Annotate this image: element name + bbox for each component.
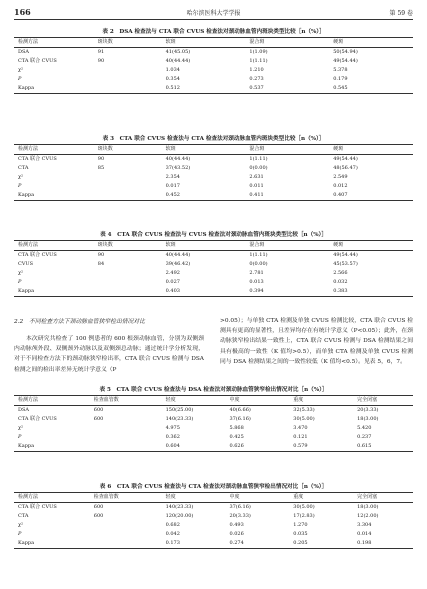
table-row — [14, 66, 413, 75]
table-cell: Kappa — [14, 539, 90, 549]
table-cell: CTA — [18, 165, 29, 171]
table6 — [14, 492, 413, 549]
table-cell: 0.394 — [245, 287, 329, 297]
section-heading: 2.2 不同检查方法下颈动脉血管狭窄检出情况对比 — [14, 319, 145, 325]
table-cell: P — [18, 434, 22, 440]
table-cell: 检测方法 — [14, 396, 90, 406]
table-row — [14, 155, 413, 165]
table-cell — [94, 173, 162, 182]
table-cell: 600 — [93, 416, 104, 422]
table-cell: 600 — [93, 513, 104, 519]
table-cell: 18(3.00) — [357, 416, 379, 422]
table-cell: 重度 — [289, 396, 353, 406]
table-cell: 1(1.09) — [249, 49, 268, 55]
table-header-row — [14, 241, 413, 251]
table3 — [14, 144, 413, 201]
table-cell — [90, 424, 162, 433]
table-cell: 37(43.52) — [165, 165, 191, 171]
table-cell: 0.173 — [162, 539, 226, 549]
table-cell: 0.362 — [165, 434, 180, 440]
table-cell: 120(20.00) — [165, 513, 194, 519]
table-cell — [90, 521, 162, 530]
table-cell: 0.032 — [333, 279, 348, 285]
table-row — [14, 251, 413, 261]
table-cell: 2.492 — [165, 270, 180, 276]
table-cell: CTA 联合 CVUS — [18, 156, 57, 162]
table-cell: 5.420 — [357, 425, 372, 431]
table-row — [14, 521, 413, 530]
table-cell: 5.868 — [229, 425, 244, 431]
table-cell: 检查血管数 — [90, 396, 162, 406]
table-cell: 0.615 — [353, 442, 413, 452]
table-cell: 40(44.44) — [165, 156, 191, 162]
table-cell: CTA 联合 CVUS — [18, 504, 57, 510]
table-cell — [90, 530, 162, 539]
table-cell: 检测方法 — [14, 145, 94, 155]
table-row — [14, 164, 413, 173]
table-cell: 1.034 — [165, 67, 180, 73]
table-row — [14, 269, 413, 278]
table-cell: 斑块数 — [94, 241, 162, 251]
table-row — [14, 48, 413, 58]
table-cell: 0(0.00) — [249, 261, 268, 267]
table-cell: χ² — [18, 425, 24, 431]
table-row — [14, 503, 413, 513]
table-cell: 90 — [97, 156, 105, 162]
table-cell: 4.975 — [165, 425, 180, 431]
table-cell: 0.237 — [357, 434, 372, 440]
table-cell: 50(54.94) — [333, 49, 358, 55]
table-cell: 12(2.00) — [357, 513, 379, 519]
table-cell — [94, 269, 162, 278]
table-cell: 90 — [97, 58, 105, 64]
table-cell: 45(53.57) — [333, 261, 358, 267]
table-cell: 0.026 — [229, 531, 244, 537]
table-cell: CTA — [18, 513, 29, 519]
table-cell: χ² — [18, 522, 24, 528]
table-cell: 3.470 — [293, 425, 308, 431]
table-cell: 91 — [97, 49, 105, 55]
table-cell: 1.270 — [293, 522, 308, 528]
table-cell: 30(5.00) — [293, 416, 315, 422]
table-cell: 0.012 — [333, 183, 348, 189]
table-cell — [94, 191, 162, 201]
table-cell: 600 — [93, 407, 104, 413]
table-cell: 2.781 — [249, 270, 264, 276]
table2 — [14, 37, 413, 94]
journal-name: 哈尔滨医科大学学报 — [186, 10, 241, 17]
table-cell: 3.304 — [357, 522, 372, 528]
table-cell: 斑块数 — [94, 145, 162, 155]
table-cell: Kappa — [14, 191, 94, 201]
table-cell: 2.631 — [249, 174, 264, 180]
table-cell — [94, 75, 162, 84]
table-cell: CTA 联合 CVUS — [18, 416, 57, 422]
table-cell: 中度 — [225, 396, 289, 406]
table-cell: 混合斑 — [245, 38, 329, 48]
table-row — [14, 433, 413, 442]
table-cell: χ² — [18, 67, 24, 73]
table-cell: 0.604 — [162, 442, 226, 452]
table-cell: Kappa — [14, 287, 94, 297]
table-cell: χ² — [18, 270, 24, 276]
table-cell — [94, 182, 162, 191]
table-cell: χ² — [18, 174, 24, 180]
table-row — [14, 287, 413, 297]
table-cell: 84 — [97, 261, 105, 267]
table-cell — [90, 539, 162, 549]
table-cell: 轻度 — [162, 396, 226, 406]
table-cell: 重度 — [289, 493, 353, 503]
table-cell: 0.035 — [293, 531, 308, 537]
table-cell — [90, 433, 162, 442]
table-cell: 90 — [97, 252, 105, 258]
table-cell: 1(1.11) — [249, 156, 268, 162]
table-cell: DSA — [18, 49, 30, 55]
table-cell: 检测方法 — [14, 241, 94, 251]
table-cell: 40(6.66) — [229, 407, 251, 413]
table-cell: 软斑 — [162, 145, 246, 155]
table-cell: 0.042 — [165, 531, 180, 537]
table-cell: P — [18, 531, 22, 537]
table-cell: 2.354 — [165, 174, 180, 180]
table3-caption: 表 3 CTA 联合 CVUS 检查法与 CTA 检查法对颈动脉血管内斑块类型比较［n（%）］ — [102, 136, 325, 142]
table-cell: CTA 联合 CVUS — [18, 252, 57, 258]
table-cell: Kappa — [14, 442, 90, 452]
table-cell: 0(0.00) — [249, 165, 268, 171]
table-row — [14, 84, 413, 94]
table-cell: 0.425 — [229, 434, 244, 440]
table-cell: CTA 联合 CVUS — [18, 58, 57, 64]
table-row — [14, 530, 413, 539]
table-cell: 17(2.83) — [293, 513, 315, 519]
table4-caption: 表 4 CTA 联合 CVUS 检查法与 CVUS 检查法对颈动脉血管内斑块类型比较［n（%）］ — [100, 232, 327, 238]
table4 — [14, 240, 413, 297]
table-cell: 140(23.33) — [165, 416, 194, 422]
table-cell: 37(6.16) — [229, 416, 251, 422]
table-cell: 0.452 — [162, 191, 246, 201]
table-cell: 硬斑 — [329, 38, 413, 48]
table-cell: 20(3.33) — [229, 513, 251, 519]
table-cell: 0.017 — [165, 183, 180, 189]
table-header-row — [14, 145, 413, 155]
table-cell: 0.273 — [249, 76, 264, 82]
table-row — [14, 182, 413, 191]
table-cell: 检测方法 — [14, 38, 94, 48]
table-cell: 40(44.44) — [165, 252, 191, 258]
table-cell: 49(54.44) — [333, 156, 358, 162]
table-cell: 20(3.33) — [357, 407, 379, 413]
table-row — [14, 406, 413, 416]
table-cell — [94, 278, 162, 287]
table-cell: 检测方法 — [14, 493, 90, 503]
table-cell: 2.549 — [333, 174, 348, 180]
table-row — [14, 442, 413, 452]
table-cell: 0.493 — [229, 522, 244, 528]
table-header-row — [14, 38, 413, 48]
table5-caption: 表 5 CTA 联合 CVUS 检查法与 DSA 检查法对颈动脉血管狭窄检出情况对比［n（%）］ — [99, 387, 328, 393]
table-cell: 0.027 — [165, 279, 180, 285]
table-cell: 软斑 — [162, 241, 246, 251]
table-cell: 0.682 — [165, 522, 180, 528]
table-cell: 0.013 — [249, 279, 264, 285]
table-cell: 0.403 — [162, 287, 246, 297]
table-cell: 2.566 — [333, 270, 348, 276]
table-cell: 1(1.11) — [249, 58, 268, 64]
table-cell: 0.274 — [225, 539, 289, 549]
table-cell: 完全闭塞 — [353, 396, 413, 406]
table-cell: 1.210 — [249, 67, 264, 73]
table-row — [14, 191, 413, 201]
table-cell: 0.411 — [245, 191, 329, 201]
table-row — [14, 278, 413, 287]
table-cell: 140(23.33) — [165, 504, 194, 510]
table-row — [14, 424, 413, 433]
table-cell: 600 — [93, 504, 104, 510]
table-cell: 150(25.00) — [165, 407, 194, 413]
table6-caption: 表 6 CTA 联合 CVUS 检查法与 CTA 检查法对颈动脉血管狭窄检出情况对比［n（%）］ — [99, 484, 328, 490]
table-cell: 30(5.00) — [293, 504, 315, 510]
table-cell: 0.407 — [329, 191, 413, 201]
table-cell: 1(1.11) — [249, 252, 268, 258]
volume-label: 第 59 卷 — [389, 10, 413, 17]
table-cell: 0.354 — [165, 76, 180, 82]
table2-caption: 表 2 DSA 检查法与 CTA 联合 CVUS 检查法对颈动脉血管内斑块类型比较［n（%）］ — [102, 29, 325, 35]
table-cell: CVUS — [18, 261, 34, 267]
body-paragraph-right: >0.05）；与单独 CTA 检测及单独 CVUS 检测比较，CTA 联合 CVUS 检测具有更高的显著性，且差异均存在有统计学意义（P<0.05）；此外，在颈动脉狭窄检出结果一致性上，CTA 联合 CVUS 检测与 DSA 检测结果之间具有极高的一致性（K 值均>0.5），而单独 CTA 检测及单独 CVUS 检测同与 DSA 检测结果之间的一致性较低（K 值均<0.5）。见表 5，6，7。 — [220, 318, 413, 365]
table-cell: 5.378 — [333, 67, 348, 73]
table-row — [14, 260, 413, 269]
table-cell: 0.205 — [289, 539, 353, 549]
table-cell: 18(3.00) — [357, 504, 379, 510]
table-cell: 0.383 — [329, 287, 413, 297]
table-header-row — [14, 396, 413, 406]
table-cell: 0.545 — [329, 84, 413, 94]
table-cell: DSA — [18, 407, 30, 413]
page-number: 166 — [14, 7, 31, 17]
table-cell: 软斑 — [162, 38, 246, 48]
table-cell: 硬斑 — [329, 145, 413, 155]
table-cell: 39(46.42) — [165, 261, 191, 267]
table-row — [14, 512, 413, 521]
table-cell: 中度 — [225, 493, 289, 503]
table-cell: 49(54.44) — [333, 58, 358, 64]
table5 — [14, 395, 413, 452]
table-cell: 完全闭塞 — [353, 493, 413, 503]
table-cell: 0.179 — [333, 76, 348, 82]
table-cell: 0.014 — [357, 531, 372, 537]
table-cell — [90, 442, 162, 452]
page-header — [14, 5, 413, 19]
table-cell: 37(6.16) — [229, 504, 251, 510]
table-cell: 斑块数 — [94, 38, 162, 48]
table-cell: 混合斑 — [245, 241, 329, 251]
table-cell: 检查血管数 — [90, 493, 162, 503]
table-cell: 轻度 — [162, 493, 226, 503]
table-cell: 混合斑 — [245, 145, 329, 155]
table-cell — [94, 287, 162, 297]
table-row — [14, 539, 413, 549]
table-cell: 0.537 — [245, 84, 329, 94]
table-cell: 40(44.44) — [165, 58, 191, 64]
table-cell: P — [18, 183, 22, 189]
table-row — [14, 75, 413, 84]
table-row — [14, 173, 413, 182]
table-cell: 0.198 — [353, 539, 413, 549]
table-cell: 硬斑 — [329, 241, 413, 251]
table-cell: 0.626 — [225, 442, 289, 452]
table-cell — [94, 66, 162, 75]
table-cell: P — [18, 76, 22, 82]
table-row — [14, 57, 413, 66]
table-cell: Kappa — [14, 84, 94, 94]
table-cell: 0.512 — [162, 84, 246, 94]
header-rule — [14, 19, 413, 20]
table-cell: 0.579 — [289, 442, 353, 452]
table-cell: 85 — [97, 165, 105, 171]
body-paragraph-left: 本次研究共检查了 100 例患者的 600 根颈动脉血管，分别为双侧颈内动脉颅外段、双侧颈外动脉以及双侧颈总动脉；通过统计学分析发现，对于不同检查方法下的颈动脉狭窄检出率，CTA 联合 CVUS 检测与 DSA 检测之间的检出率差异无统计学意义（P — [14, 336, 204, 373]
table-cell: 32(5.33) — [293, 407, 315, 413]
table-cell: 0.121 — [293, 434, 308, 440]
table-cell: 48(56.47) — [333, 165, 358, 171]
table-header-row — [14, 493, 413, 503]
table-cell: 49(54.44) — [333, 252, 358, 258]
table-cell — [94, 84, 162, 94]
table-cell: 0.011 — [249, 183, 264, 189]
table-row — [14, 415, 413, 424]
table-cell: 41(45.05) — [165, 49, 191, 55]
table-cell: P — [18, 279, 22, 285]
